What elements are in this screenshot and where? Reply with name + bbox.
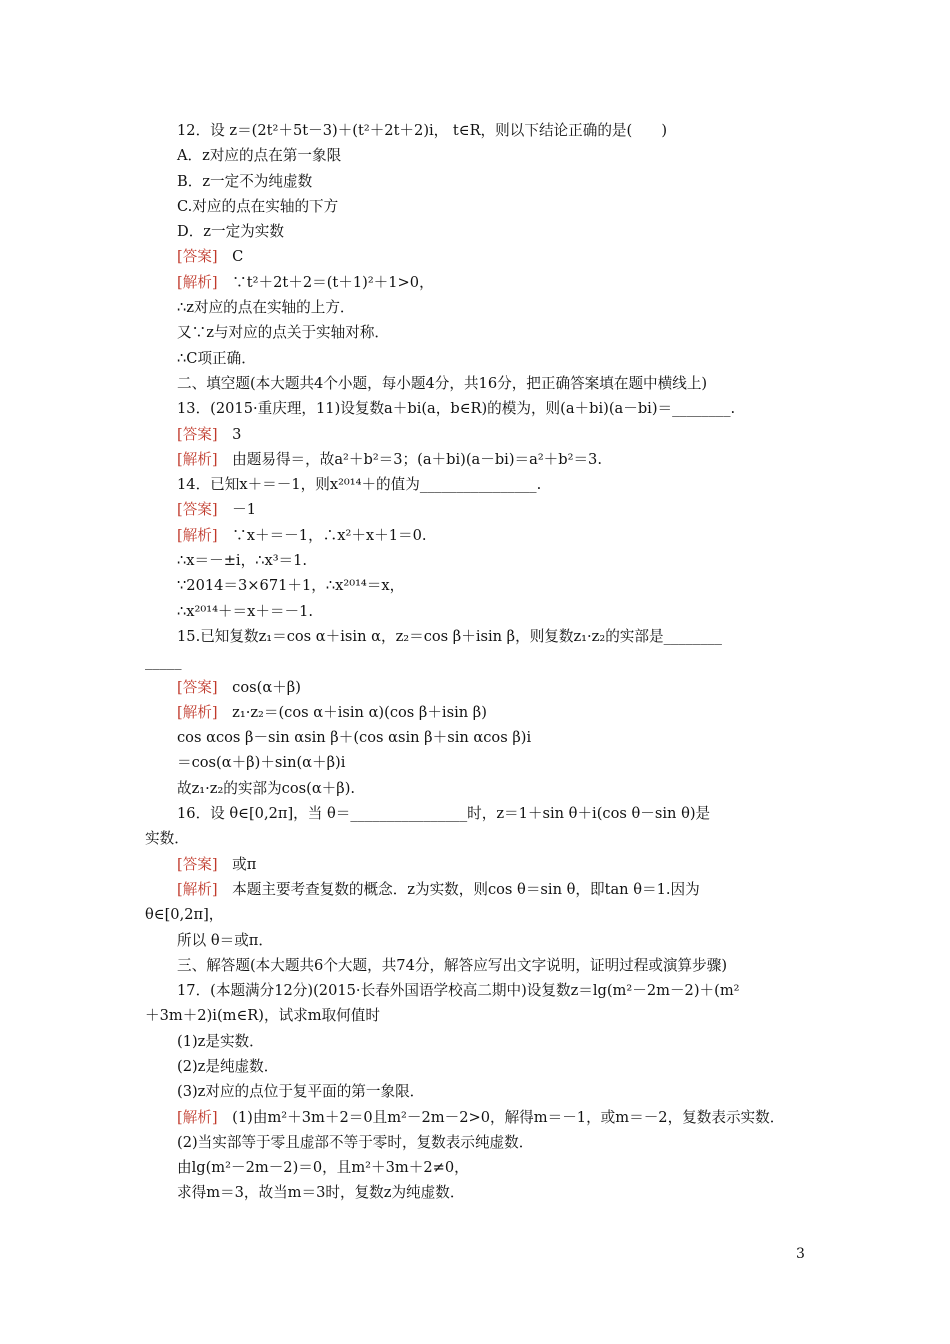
line-text: 12．设 z＝(2t²＋5t－3)＋(t²＋2t＋2)i， t∈R，则以下结论正确的是( ): [177, 122, 668, 139]
label-tag: [解析]: [177, 273, 218, 291]
line-text: 本题主要考查复数的概念．z为实数，则cos θ＝sin θ，即tan θ＝1.因为: [217, 880, 700, 898]
text-line: [145, 422, 810, 447]
text-line: [145, 675, 810, 700]
text-line: [145, 1003, 810, 1028]
document-body: [145, 118, 810, 1206]
text-line: [145, 826, 810, 851]
text-line: [145, 472, 810, 497]
text-line: [145, 497, 810, 522]
text-line: [145, 573, 810, 598]
line-text: cos αcos β－sin αsin β＋(cos αsin β＋sin αcos β)i: [177, 729, 532, 747]
text-line: [145, 270, 810, 295]
text-line: [145, 396, 810, 421]
line-text: (2)z是纯虚数．: [177, 1057, 279, 1075]
text-line: [145, 295, 810, 320]
label-tag: [解析]: [177, 450, 218, 468]
text-line: [145, 953, 810, 978]
text-line: [145, 523, 810, 548]
label-tag: [解析]: [177, 1108, 218, 1126]
text-line: [145, 1155, 810, 1180]
line-text: ＋3m＋2)i(m∈R)，试求m取何值时: [145, 1007, 380, 1025]
line-text: ∴z对应的点在实轴的上方．: [177, 299, 355, 317]
text-line: [145, 244, 810, 269]
text-line: [145, 169, 810, 194]
text-line: [145, 624, 810, 649]
text-line: [145, 902, 810, 927]
line-text: 故z₁·z₂的实部为cos(α＋β).: [177, 779, 356, 797]
line-text: cos(α＋β): [217, 678, 301, 696]
line-text: B．z一定不为纯虚数: [177, 172, 313, 190]
line-text: 又∵z与对应的点关于实轴对称．: [177, 324, 390, 342]
text-line: [145, 371, 810, 396]
line-text: (1)由m²＋3m＋2＝0且m²－2m－2>0，解得m＝－1，或m＝－2，复数表示实数．: [217, 1108, 785, 1126]
text-line: [145, 801, 810, 826]
text-line: [145, 143, 810, 168]
text-line: [145, 346, 810, 371]
line-text: 实数．: [145, 830, 189, 848]
text-line: [145, 1180, 810, 1205]
text-line: [145, 700, 810, 725]
line-text: 或π: [217, 855, 257, 873]
line-text: ＝cos(α＋β)＋sin(α＋β)i: [177, 754, 346, 772]
line-text: 16．设 θ∈[0,2π]，当 θ＝________________时，z＝1＋sin θ＋i(cos θ－sin θ)是: [177, 805, 711, 823]
text-line: [145, 750, 810, 775]
text-line: [145, 194, 810, 219]
line-text: 由题易得＝，故a²＋b²＝3；(a＋bi)(a－bi)＝a²＋b²＝3.: [217, 450, 602, 468]
page-number: 3: [796, 1246, 805, 1262]
line-text: D．z一定为实数: [177, 223, 284, 241]
text-line: [145, 928, 810, 953]
line-text: 17．(本题满分12分)(2015·长春外国语学校高二期中)设复数z＝lg(m²－2m－2)＋(m²: [177, 982, 740, 1000]
line-text: (3)z对应的点位于复平面的第一象限．: [177, 1083, 425, 1101]
line-text: (2)当实部等于零且虚部不等于零时，复数表示纯虚数．: [177, 1133, 534, 1151]
label-tag: [答案]: [177, 501, 218, 519]
text-line: [145, 725, 810, 750]
line-text: A．z对应的点在第一象限: [177, 147, 342, 165]
line-text: 二、填空题(本大题共4个小题，每小题4分，共16分，把正确答案填在题中横线上): [177, 374, 708, 392]
line-text: ∵x＋＝－1，∴x²＋x＋1＝0.: [217, 526, 427, 544]
line-text: ∵t²＋2t＋2＝(t＋1)²＋1>0，: [217, 273, 434, 291]
label-tag: [解析]: [177, 703, 218, 721]
line-text: 求得m＝3，故当m＝3时，复数z为纯虚数．: [177, 1184, 465, 1202]
line-text: 13．(2015·重庆理，11)设复数a＋bi(a，b∈R)的模为，则(a＋bi)(a－bi)＝________.: [177, 400, 736, 418]
line-text: ∴x＝－±i，∴x³＝1.: [177, 552, 308, 570]
line-text: 14．已知x＋＝－1，则x²⁰¹⁴＋的值为________________.: [177, 476, 542, 494]
text-line: [145, 649, 810, 674]
text-line: [145, 1079, 810, 1104]
text-line: [145, 599, 810, 624]
line-text: C: [217, 248, 244, 266]
text-line: [145, 447, 810, 472]
label-tag: [解析]: [177, 526, 218, 544]
line-text: z₁·z₂＝(cos α＋isin α)(cos β＋isin β): [217, 703, 487, 721]
label-tag: [解析]: [177, 880, 218, 898]
label-tag: [答案]: [177, 678, 218, 696]
text-line: [145, 320, 810, 345]
text-line: [145, 776, 810, 801]
label-tag: [答案]: [177, 248, 218, 266]
text-line: [145, 548, 810, 573]
line-text: C.对应的点在实轴的下方: [177, 197, 339, 215]
text-line: [145, 978, 810, 1003]
line-text: 3: [217, 425, 242, 443]
line-text: θ∈[0,2π]，: [145, 906, 224, 924]
text-line: [145, 219, 810, 244]
line-text: _____: [145, 653, 182, 671]
line-text: －1: [217, 501, 257, 519]
text-line: [145, 852, 810, 877]
line-text: 所以 θ＝或π．: [177, 931, 273, 949]
text-line: [145, 118, 810, 143]
line-text: ∴C项正确．: [177, 349, 256, 367]
text-line: [145, 1029, 810, 1054]
line-text: 由lg(m²－2m－2)＝0，且m²＋3m＋2≠0，: [177, 1159, 469, 1177]
text-line: [145, 1054, 810, 1079]
line-text: 15.已知复数z₁＝cos α＋isin α，z₂＝cos β＋isin β，则复数z₁·z₂的实部是________: [177, 627, 722, 645]
line-text: ∴x²⁰¹⁴＋＝x＋＝－1.: [177, 602, 314, 620]
line-text: ∵2014＝3×671＋1，∴x²⁰¹⁴＝x，: [177, 577, 405, 595]
label-tag: [答案]: [177, 855, 218, 873]
label-tag: [答案]: [177, 425, 218, 443]
text-line: [145, 1130, 810, 1155]
text-line: [145, 1105, 810, 1130]
text-line: [145, 877, 810, 902]
line-text: (1)z是实数．: [177, 1032, 264, 1050]
line-text: 三、解答题(本大题共6个大题，共74分，解答应写出文字说明，证明过程或演算步骤): [177, 956, 728, 974]
